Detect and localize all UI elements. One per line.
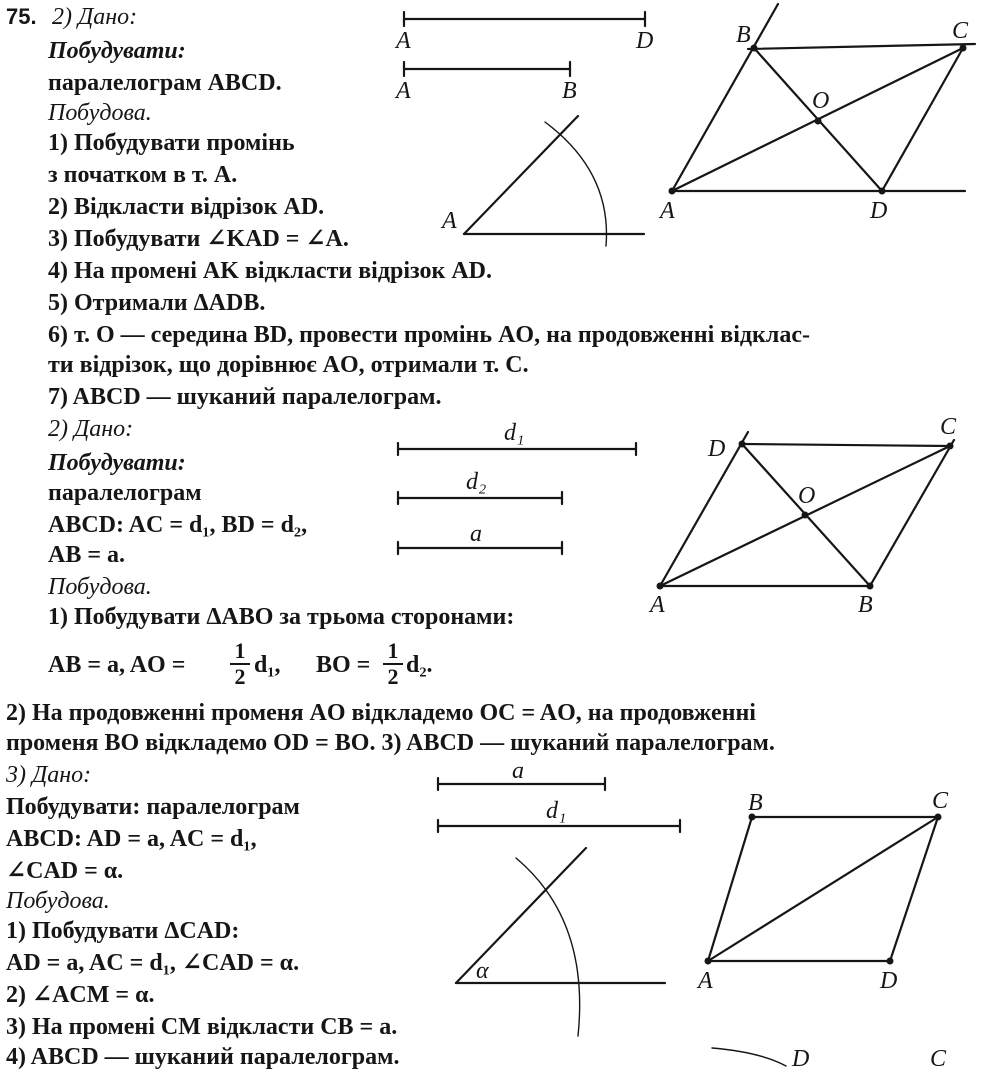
label-d1: d₁ [504, 420, 525, 446]
point-d-2 [739, 441, 746, 448]
fraction-denominator: 2 [387, 664, 399, 689]
construction-label-3: Побудова. [6, 888, 110, 914]
point-b-1 [751, 45, 758, 52]
step-2-1: 1) Побудувати ΔABO за трьома сторонами: [48, 604, 515, 630]
label-d-3: D [880, 968, 898, 994]
step-3-1b: AD = a, AC = d₁, ∠CAD = α. [6, 950, 300, 976]
bottom-arc [712, 1048, 786, 1066]
step-1-3: 3) Побудувати ∠KAD = ∠A. [48, 226, 349, 252]
label-b-3: B [748, 790, 763, 816]
construct-label-2: Побудувати: [48, 450, 186, 476]
construct-line-3b: ABCD: AD = a, AC = d₁, [6, 826, 257, 852]
line-da-extended [660, 432, 748, 586]
label-seg-ad-a: A [396, 28, 411, 54]
step-3-3: 3) На промені CM відкласти CB = a. [6, 1014, 398, 1040]
point-o-2 [802, 512, 809, 519]
label-c-2: C [940, 414, 957, 440]
point-a-3 [705, 958, 712, 965]
formula-part-1: AB = a, AO = [48, 652, 186, 678]
problem-number: 75. [6, 4, 37, 29]
point-d-3 [887, 958, 894, 965]
given-heading-1: 2) Дано: [52, 4, 138, 30]
step-1-6: 6) т. O — середина BD, провести промінь AO, на продовженні відклас- [48, 322, 810, 348]
construct-line-2c: AB = a. [48, 542, 126, 568]
label-a-3: A [698, 968, 713, 994]
label-a-2: A [650, 592, 665, 618]
line-bc-extended-2 [870, 440, 954, 586]
step-1-7: 7) ABCD — шуканий паралелограм. [48, 384, 442, 410]
point-a-1 [669, 188, 676, 195]
fraction-numerator: 1 [234, 638, 246, 663]
construction-label-2: Побудова. [48, 574, 152, 600]
step-1-1: 1) Побудувати промінь [48, 130, 295, 156]
step-3-4: 4) ABCD — шуканий паралелограм. [6, 1044, 400, 1070]
point-o-1 [815, 118, 822, 125]
point-c-3 [935, 814, 942, 821]
label-b-1: B [736, 22, 751, 48]
diagonal-ac-3 [708, 817, 938, 961]
label-bottom-c: C [930, 1046, 947, 1071]
fraction-numerator: 1 [387, 638, 399, 663]
label-c-3: C [932, 788, 949, 814]
step-3-2: 2) ∠ACM = α. [6, 982, 155, 1008]
label-a-1: A [660, 198, 675, 224]
line-ab-extended [672, 4, 778, 191]
label-b-2: B [858, 592, 873, 618]
step-1-4: 4) На промені AK відкласти відрізок AD. [48, 258, 492, 284]
point-d-1 [879, 188, 886, 195]
point-c-2 [947, 443, 954, 450]
fraction-denominator: 2 [234, 664, 246, 689]
construct-label-1: Побудувати: [48, 38, 186, 64]
label-alpha: α [476, 958, 489, 984]
side-ab-3 [708, 817, 752, 961]
label-seg-ab-b: B [562, 78, 577, 104]
construct-line-2a: паралелограм [48, 480, 202, 506]
construct-line-3a: Побудувати: паралелограм [6, 794, 300, 820]
given-heading-2: 2) Дано: [48, 416, 134, 442]
step-1-1b: з початком в т. A. [48, 162, 238, 188]
formula-part-4: d₂. [406, 652, 433, 678]
side-cd-3 [890, 817, 938, 961]
construct-object-1: паралелограм ABCD. [48, 70, 282, 96]
angle-alpha-arc [516, 858, 580, 1036]
label-angle-a: A [442, 208, 457, 234]
construct-line-2b: ABCD: AC = d₁, BD = d₂, [48, 512, 308, 538]
step-2-2b: променя BO відкладемо OD = BO. 3) ABCD — шуканий паралелограм. [6, 730, 775, 756]
step-2-2a: 2) На продовженні променя AO відкладемо OC = AO, на продовженні [6, 700, 756, 726]
label-seg-ad-d: D [636, 28, 654, 54]
point-a-2 [657, 583, 664, 590]
label-d-1: D [870, 198, 888, 224]
label-a-seg: a [470, 521, 482, 547]
side-dc [742, 444, 950, 446]
line-bc-extended [748, 44, 975, 49]
label-o-2: O [798, 483, 816, 509]
step-1-5: 5) Отримали ΔADB. [48, 290, 266, 316]
step-1-2: 2) Відкласти відрізок AD. [48, 194, 325, 220]
label-bottom-d: D [792, 1046, 810, 1071]
point-c-1 [960, 45, 967, 52]
angle-a-ray-2 [464, 116, 578, 234]
label-d1-3: d₁ [546, 798, 567, 824]
label-c-1: C [952, 18, 969, 44]
label-seg-ab-a: A [396, 78, 411, 104]
step-3-1: 1) Побудувати ΔCAD: [6, 918, 240, 944]
point-b-2 [867, 583, 874, 590]
construction-label-1: Побудова. [48, 100, 152, 126]
label-d-2: D [708, 436, 726, 462]
label-a-seg-3: a [512, 758, 524, 784]
step-1-6b: ти відрізок, що дорівнює AO, отримали т. C. [48, 352, 529, 378]
label-d2: d₂ [466, 469, 487, 495]
formula-part-3: BO = [316, 652, 371, 678]
label-o-1: O [812, 88, 830, 114]
construct-line-3c: ∠CAD = α. [6, 858, 124, 884]
side-cd [882, 48, 963, 191]
formula-part-2: d₁, [254, 652, 281, 678]
given-heading-3: 3) Дано: [6, 762, 92, 788]
